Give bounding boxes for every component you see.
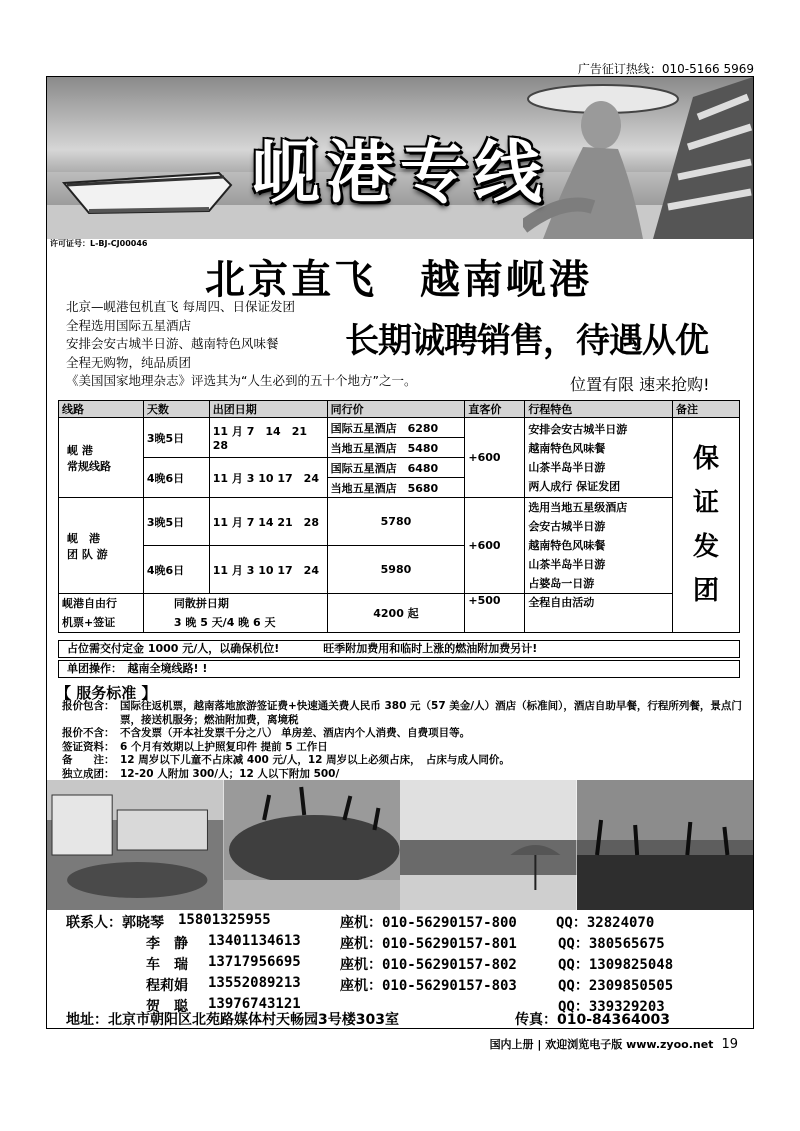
feature-item: 安排会安古城半日游、越南特色风味餐 bbox=[66, 336, 279, 351]
price-value: 5480 bbox=[407, 441, 439, 455]
license-number: 许可证号：L-BJ-CJ00046 bbox=[50, 239, 148, 248]
guarantee-text: 保证发团 bbox=[692, 444, 719, 606]
dates-cell: 11 月 7 14 21 28 bbox=[209, 418, 327, 458]
service-key: 报价包含： bbox=[62, 700, 115, 712]
remark-cell bbox=[673, 418, 740, 633]
contact-qq: QQ：380565675 bbox=[558, 936, 665, 952]
col-header: 行程特色 bbox=[525, 401, 673, 418]
route-cell: 岘 港 常规线路 bbox=[59, 418, 144, 498]
service-row bbox=[62, 700, 752, 727]
price-cell bbox=[327, 458, 465, 478]
beach-umbrella-photo bbox=[400, 780, 577, 910]
service-title: 【 服务标准 】 bbox=[56, 684, 157, 702]
col-header: 出团日期 bbox=[209, 401, 327, 418]
contact-landline: 座机：010-56290157-803 bbox=[340, 978, 517, 994]
palm-island-photo bbox=[224, 780, 401, 910]
dates-cell: 11 月 3 10 17 24 bbox=[209, 458, 327, 498]
price-cell: 4200 起 bbox=[327, 594, 465, 633]
boat-image bbox=[59, 165, 234, 217]
ad-hotline: 广告征订热线：010-5166 5969 bbox=[577, 62, 754, 76]
price-cell: 5980 bbox=[327, 546, 465, 594]
price-value: 6480 bbox=[407, 461, 439, 475]
extra-price-cell: +600 bbox=[465, 418, 525, 498]
resort-photo bbox=[47, 780, 224, 910]
service-row bbox=[62, 727, 752, 741]
dates-cell: 同散拼日期 3 晚 5 天/4 晚 6 天 bbox=[143, 594, 327, 633]
service-value: 12-20 人附加 300/人；12 人以下附加 500/ bbox=[120, 767, 340, 780]
hotel-type: 当地五星酒店 bbox=[330, 441, 397, 455]
price-cell bbox=[327, 438, 465, 458]
col-header: 线路 bbox=[59, 401, 144, 418]
price-value: 6280 bbox=[407, 421, 439, 435]
contact-mobile: 13976743121 bbox=[208, 996, 301, 1012]
contact-mobile: 15801325955 bbox=[178, 912, 271, 928]
photo-strip bbox=[47, 780, 753, 910]
contact-landline: 座机：010-56290157-800 bbox=[340, 915, 517, 931]
contact-row bbox=[146, 975, 674, 995]
address: 地址：北京市朝阳区北苑路媒体村天畅园3号楼303室 bbox=[66, 1012, 399, 1028]
price-cell: 5780 bbox=[327, 498, 465, 546]
contact-qq: QQ：1309825048 bbox=[558, 957, 674, 973]
service-key: 签证资料： bbox=[62, 740, 115, 753]
contact-landline: 座机：010-56290157-802 bbox=[340, 957, 517, 973]
recruitment-slogan: 长期诚聘销售，待遇从优 bbox=[345, 321, 708, 361]
service-value: 12 周岁以下儿童不占床减 400 元/人，12 周岁以上必须占床， 占床与成人同价。 bbox=[120, 754, 510, 766]
days-cell: 3晚5日 bbox=[143, 418, 209, 458]
contact-label: 联系人： bbox=[66, 915, 122, 931]
feature-item: 全程选用国际五星酒店 bbox=[66, 317, 192, 333]
route-cell: 岘 港 团 队 游 bbox=[59, 498, 144, 594]
service-list bbox=[62, 700, 752, 781]
headline: 北京直飞 越南岘港 bbox=[205, 256, 592, 303]
hotel-type: 国际五星酒店 bbox=[330, 421, 397, 435]
single-operation-note: 单团操作： 越南全境线路! ! bbox=[58, 660, 740, 678]
page-number: 19 bbox=[721, 1037, 738, 1052]
service-row bbox=[62, 768, 752, 782]
table-header-row bbox=[59, 401, 740, 418]
contact-name: 车 瑞 bbox=[146, 957, 188, 973]
contact-name: 郭晓琴 bbox=[122, 915, 164, 931]
sunbather-image bbox=[523, 77, 753, 239]
feature-item: 全程无购物，纯品质团 bbox=[66, 354, 192, 370]
feature-item: 《美国国家地理杂志》评选其为“人生必到的五十个地方”之一。 bbox=[66, 373, 417, 388]
days-cell: 4晚6日 bbox=[143, 458, 209, 498]
hotel-type: 当地五星酒店 bbox=[330, 481, 397, 495]
service-value: 6 个月有效期以上护照复印件 提前 5 工作日 bbox=[120, 740, 328, 753]
days-cell: 3晚5日 bbox=[143, 498, 209, 546]
col-header: 直客价 bbox=[465, 401, 525, 418]
contact-row bbox=[146, 954, 674, 974]
contact-row bbox=[146, 933, 665, 953]
table-row bbox=[59, 594, 740, 633]
col-header: 备注 bbox=[673, 401, 740, 418]
extra-price-cell: +600 bbox=[465, 498, 525, 594]
dates-cell: 11 月 7 14 21 28 bbox=[209, 498, 327, 546]
service-key: 独立成团： bbox=[62, 767, 115, 780]
service-row bbox=[62, 741, 752, 755]
table-row bbox=[59, 418, 740, 438]
contact-name: 程莉娟 bbox=[146, 978, 188, 994]
contact-qq: QQ：32824070 bbox=[556, 915, 655, 931]
contact-name: 李 静 bbox=[146, 936, 188, 952]
price-cell bbox=[327, 478, 465, 498]
banner bbox=[47, 77, 753, 239]
banner-title: 岘港专线 bbox=[252, 133, 549, 213]
service-value: 不含发票（开本社发票千分之八） 单房差、酒店内个人消费、自费项目等。 bbox=[120, 727, 471, 739]
fax: 传真：010-84364003 bbox=[515, 1012, 670, 1028]
feature-item: 北京—岘港包机直飞 每周四、日保证发团 bbox=[66, 299, 295, 314]
table-row bbox=[59, 498, 740, 546]
service-value: 国际往返机票，越南落地旅游签证费+快速通关费人民币 380 元（57 美金/人）酒店（标准间），酒店自助早餐，行程所列餐，景点门票，接送机服务；燃油附加费，离境税 bbox=[120, 700, 742, 726]
features-cell: 安排会安古城半日游 越南特色风味餐 山茶半岛半日游 两人成行 保证发团 bbox=[525, 418, 673, 498]
contact-landline: 座机：010-56290157-801 bbox=[340, 936, 517, 952]
contact-qq: QQ：2309850505 bbox=[558, 978, 674, 994]
service-key: 备 注： bbox=[62, 754, 115, 766]
dates-cell: 11 月 3 10 17 24 bbox=[209, 546, 327, 594]
service-row bbox=[62, 754, 752, 768]
price-cell bbox=[327, 418, 465, 438]
col-header: 同行价 bbox=[327, 401, 465, 418]
price-value: 5680 bbox=[407, 481, 439, 495]
contact-mobile: 13552089213 bbox=[208, 975, 301, 991]
features-cell: 全程自由活动 bbox=[525, 594, 673, 633]
footer-text: 国内上册 | 欢迎浏览电子版 www.zyoo.net bbox=[489, 1038, 714, 1051]
features-cell: 选用当地五星级酒店 会安古城半日游 越南特色风味餐 山茶半岛半日游 占婆岛一日游 bbox=[525, 498, 673, 594]
extra-price-cell: +500 bbox=[465, 594, 525, 633]
contact-mobile: 13717956695 bbox=[208, 954, 301, 970]
route-cell: 岘港自由行 机票+签证 bbox=[59, 594, 144, 633]
col-header: 天数 bbox=[143, 401, 209, 418]
page-footer bbox=[490, 1036, 738, 1052]
days-cell: 4晚6日 bbox=[143, 546, 209, 594]
limited-seats-slogan: 位置有限 速来抢购! bbox=[570, 375, 710, 394]
contact-row bbox=[66, 912, 655, 932]
contact-qq: QQ：339329203 bbox=[558, 999, 665, 1015]
deposit-note: 占位需交付定金 1000 元/人，以确保机位! 旺季附加费用和临时上涨的燃油附加费另计! bbox=[58, 640, 740, 658]
itinerary-table bbox=[58, 400, 740, 633]
sunset-palms-photo bbox=[577, 780, 754, 910]
service-key: 报价不含： bbox=[62, 727, 115, 739]
contact-name: 贺 聪 bbox=[146, 999, 188, 1015]
contact-mobile: 13401134613 bbox=[208, 933, 301, 949]
hotel-type: 国际五星酒店 bbox=[330, 461, 397, 475]
